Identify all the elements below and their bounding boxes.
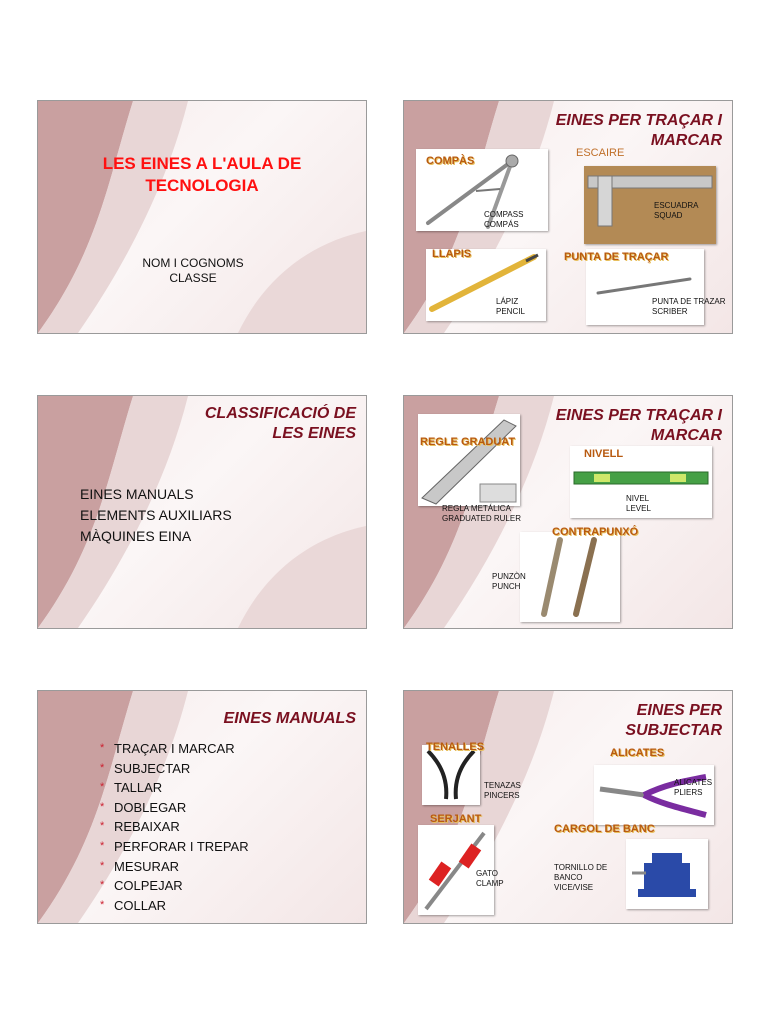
vise-photo bbox=[626, 839, 708, 909]
escaire-caption: ESCUADRA SQUAD bbox=[654, 201, 699, 220]
llapis-label: LLAPIS bbox=[432, 248, 472, 260]
list-item: * TRAÇAR I MARCAR bbox=[100, 739, 249, 759]
list-item: ELEMENTS AUXILIARS bbox=[80, 507, 232, 523]
list-item: * COLPEJAR bbox=[100, 876, 249, 896]
nivell-caption: NIVEL LEVEL bbox=[626, 494, 651, 513]
list-item: MÀQUINES EINA bbox=[80, 528, 192, 544]
compas-label: COMPÀS bbox=[426, 155, 475, 167]
slide-6 bbox=[403, 690, 733, 924]
contrapunxo-label: CONTRAPUNXÓ bbox=[552, 526, 639, 538]
slide-5 bbox=[37, 690, 367, 924]
bullet-star-icon: * bbox=[100, 839, 105, 852]
bullet-star-icon: * bbox=[100, 898, 105, 911]
alicates-label: ALICATES bbox=[610, 747, 665, 759]
slide-1 bbox=[37, 100, 367, 334]
list-item: * REBAIXAR bbox=[100, 817, 249, 837]
list-item: * TALLAR bbox=[100, 778, 249, 798]
regle-label: REGLE GRADUAT bbox=[420, 436, 516, 448]
slide-subtitle: NOM I COGNOMS CLASSE bbox=[142, 256, 244, 285]
nivell-label: NIVELL bbox=[584, 448, 624, 460]
bullet-star-icon: * bbox=[100, 800, 105, 813]
cargol-caption: TORNILLO DE BANCO VICE/VISE bbox=[554, 863, 608, 892]
compas-caption: COMPASS COMPÁS bbox=[484, 210, 524, 229]
pincers-photo bbox=[422, 745, 480, 805]
list-item: * PERFORAR I TREPAR bbox=[100, 837, 249, 857]
slide-title: EINES PER TRAÇAR I MARCAR bbox=[555, 407, 722, 444]
punta-label: PUNTA DE TRAÇAR bbox=[564, 251, 669, 263]
slide-3 bbox=[37, 395, 367, 629]
list-item: * COLLAR bbox=[100, 896, 249, 916]
ruler-photo bbox=[418, 414, 520, 506]
tenalles-label: TENALLES bbox=[426, 741, 485, 753]
slide-title: EINES PER SUBJECTAR bbox=[625, 702, 722, 739]
slide-4 bbox=[403, 395, 733, 629]
serjant-label: SERJANT bbox=[430, 813, 482, 825]
contrapunxo-caption: PUNZÒN PUNCH bbox=[492, 572, 526, 591]
list-item: * DOBLEGAR bbox=[100, 798, 249, 818]
cargol-label: CARGOL DE BANC bbox=[554, 823, 655, 835]
slide-title: CLASSIFICACIÓ DE LES EINES bbox=[204, 405, 356, 442]
escaire-label: ESCAIRE bbox=[576, 147, 625, 159]
punch-photo bbox=[520, 532, 620, 622]
serjant-caption: GATO CLAMP bbox=[476, 869, 504, 888]
slide-background bbox=[38, 101, 366, 333]
list-item: EINES MANUALS bbox=[80, 486, 194, 502]
slide-title: EINES PER TRAÇAR I MARCAR bbox=[555, 112, 722, 149]
slide-title: EINES MANUALS bbox=[223, 710, 356, 727]
slide-2 bbox=[403, 100, 733, 334]
bullet-star-icon: * bbox=[100, 761, 105, 774]
bullet-star-icon: * bbox=[100, 742, 105, 754]
alicates-caption: ALICATES PLIERS bbox=[674, 778, 713, 797]
punta-caption: PUNTA DE TRAZAR SCRIBER bbox=[652, 297, 726, 316]
manual-tools-list bbox=[100, 739, 249, 915]
llapis-caption: LÁPIZ PENCIL bbox=[496, 297, 525, 316]
tenalles-caption: TENAZAS PINCERS bbox=[484, 781, 521, 800]
bullet-star-icon: * bbox=[100, 879, 105, 892]
classification-list bbox=[80, 484, 232, 547]
bullet-star-icon: * bbox=[100, 859, 105, 872]
list-item: * MESURAR bbox=[100, 857, 249, 877]
list-item: * SUBJECTAR bbox=[100, 759, 249, 779]
slide-title: LES EINES A L'AULA DE TECNOLOGIA bbox=[102, 154, 302, 195]
bullet-star-icon: * bbox=[100, 781, 105, 794]
regle-caption: REGLA METÁLICA GRADUATED RULER bbox=[442, 504, 521, 523]
bullet-star-icon: * bbox=[100, 820, 105, 833]
